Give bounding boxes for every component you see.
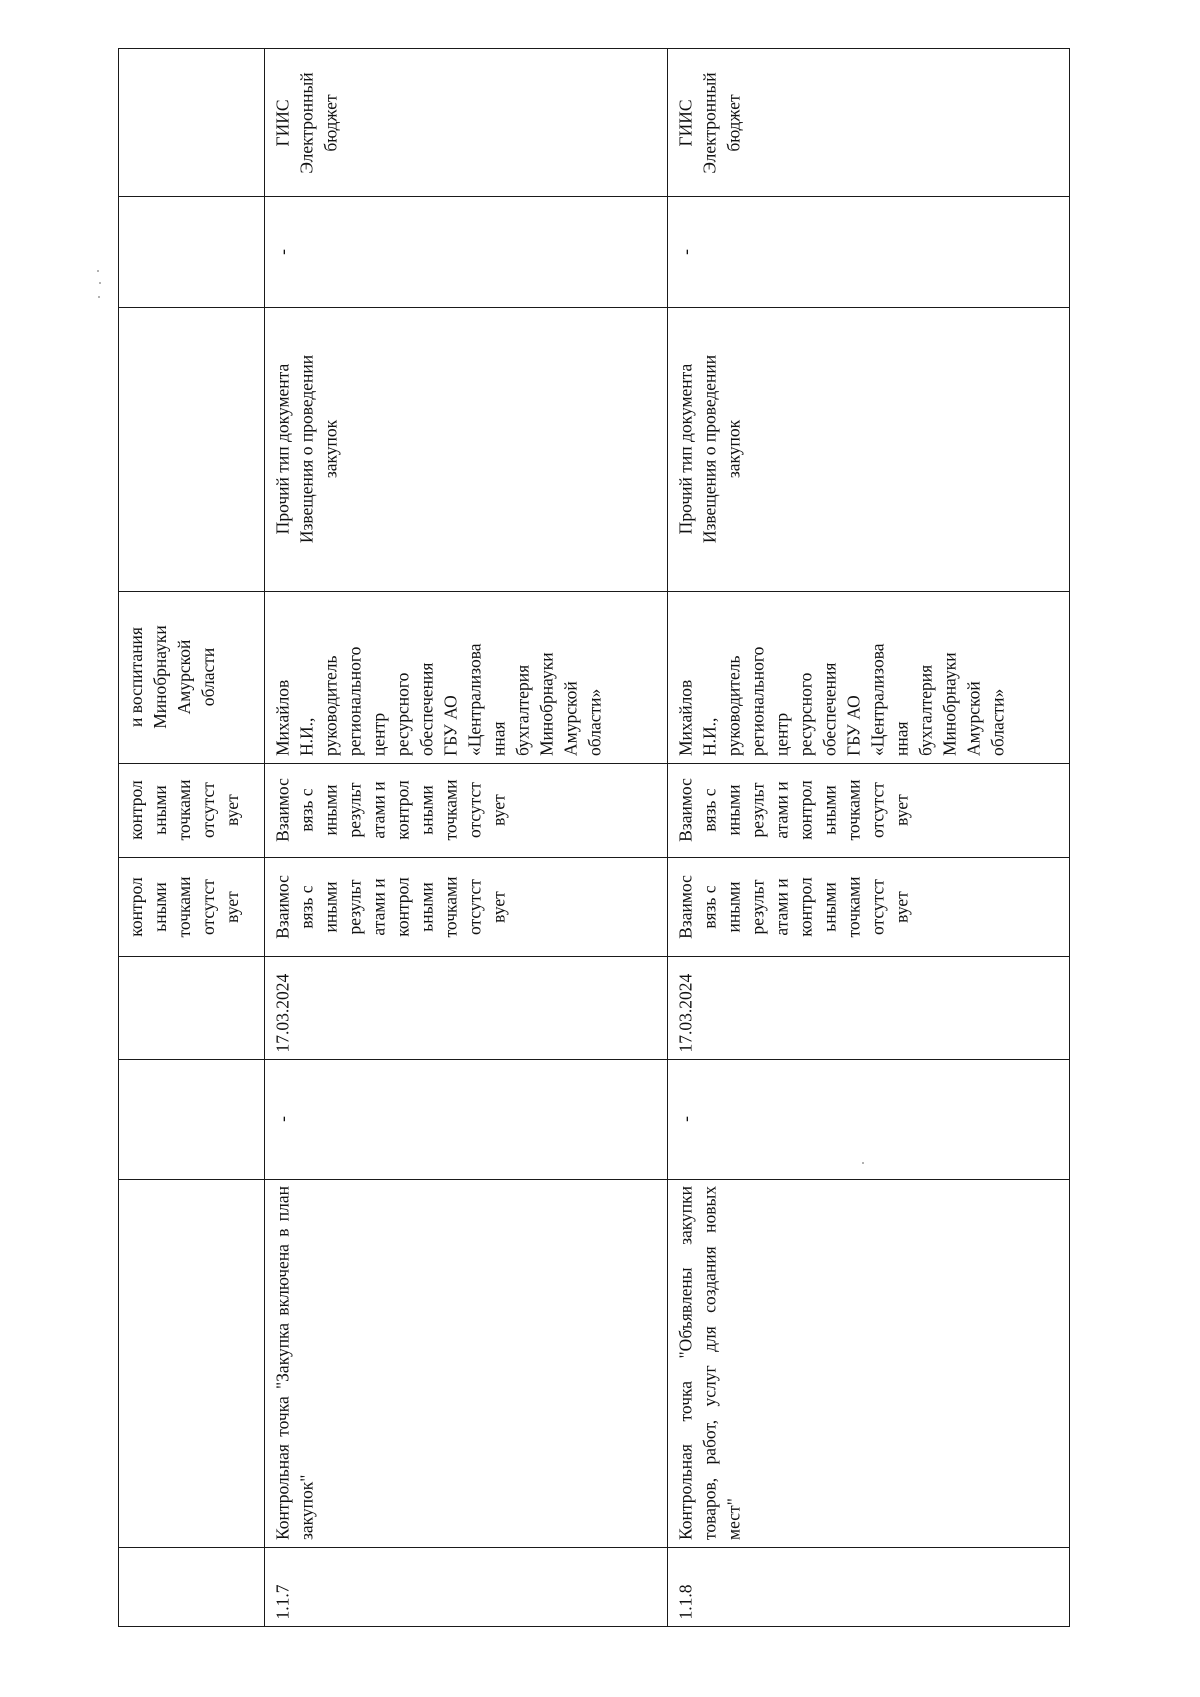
cell-text: и воспитания Минобрнауки Амурской области [126, 625, 218, 729]
cell-row0-name [118, 1178, 266, 1548]
cell-text: Прочий тип документа Извещения о проведении закупок [272, 354, 340, 544]
cell-text: Прочий тип документа Извещения о проведении закупок [675, 354, 743, 544]
cell-text: - [272, 1116, 292, 1122]
cell-row0-succ [118, 762, 266, 858]
cell-text: 1.1.8 [675, 1584, 695, 1619]
cell-row0-end [118, 955, 266, 1060]
cell-text: контрол ьными точками отсутст вует [126, 876, 242, 937]
cell-text [118, 955, 266, 1060]
cell-text: - [272, 248, 292, 255]
cell-row2-succ [667, 762, 1070, 858]
cell-text [118, 1178, 266, 1548]
cell-text [118, 306, 266, 592]
cell-text: 17.03.2024 [272, 973, 292, 1052]
cell-row0-start [118, 1058, 266, 1180]
cell-row1-num [264, 1546, 669, 1627]
cell-row0-pred [118, 856, 266, 957]
cell-row2-pred [667, 856, 1070, 957]
cell-row2-end [667, 955, 1070, 1060]
cell-row2-sys [667, 48, 1070, 197]
cell-text: Взаимос вязь с иными результ атами и контрол ьными точками отсутст вует [675, 874, 911, 939]
cell-row1-start [264, 1058, 669, 1180]
cell-row2-name [667, 1178, 1070, 1548]
scan-speck [97, 270, 99, 272]
cell-row1-name [264, 1178, 669, 1548]
cell-text: 1.1.7 [272, 1584, 292, 1619]
cell-row1-succ [264, 762, 669, 858]
cell-row0-doc [118, 306, 266, 592]
cell-row2-num [667, 1546, 1070, 1627]
scan-speck [862, 1162, 864, 1164]
cell-row1-level [264, 195, 669, 308]
cell-row0-num [118, 1546, 266, 1627]
cell-text: Контрольная точка "Закупка включена в план закупок" [272, 1186, 316, 1540]
cell-text: - [675, 1116, 695, 1122]
scan-speck [98, 296, 100, 298]
cell-row1-end [264, 955, 669, 1060]
cell-text: Контрольная точка "Объявлены закупки товаров, работ, услуг для создания новых мест" [675, 1186, 743, 1540]
cell-text: Взаимос вязь с иными результ атами и контрол ьными точками отсутст вует [272, 778, 508, 842]
cell-text [118, 1058, 266, 1180]
cell-row0-resp [118, 590, 266, 764]
cell-row0-sys [118, 48, 266, 197]
cell-row1-resp [264, 590, 669, 764]
cell-text: Михайлов Н.И., руководитель регионального центр ресурсного обеспечения ГБУ АО «Централизова нная бухгалтерия Минобрнауки Амурской области» [675, 643, 1007, 756]
cell-text: ГИИС Электронный бюджет [675, 71, 743, 174]
cell-text [118, 195, 266, 308]
cell-text [118, 1546, 266, 1627]
cell-row2-doc [667, 306, 1070, 592]
cell-row0-level [118, 195, 266, 308]
cell-text: 17.03.2024 [675, 973, 695, 1052]
cell-row1-pred [264, 856, 669, 957]
cell-row2-resp [667, 590, 1070, 764]
cell-row1-doc [264, 306, 669, 592]
cell-row2-start [667, 1058, 1070, 1180]
cell-text: Взаимос вязь с иными результ атами и контрол ьными точками отсутст вует [675, 778, 911, 842]
scan-speck [99, 282, 101, 284]
cell-text: - [675, 248, 695, 255]
cell-text: ГИИС Электронный бюджет [272, 71, 340, 174]
cell-text: Взаимос вязь с иными результ атами и контрол ьными точками отсутст вует [272, 874, 508, 939]
cell-text: контрол ьными точками отсутст вует [126, 779, 242, 841]
cell-text: Михайлов Н.И., руководитель регионального центр ресурсного обеспечения ГБУ АО «Централизова нная бухгалтерия Минобрнауки Амурской области» [272, 643, 604, 756]
cell-row2-level [667, 195, 1070, 308]
cell-text [118, 48, 266, 197]
cell-row1-sys [264, 48, 669, 197]
